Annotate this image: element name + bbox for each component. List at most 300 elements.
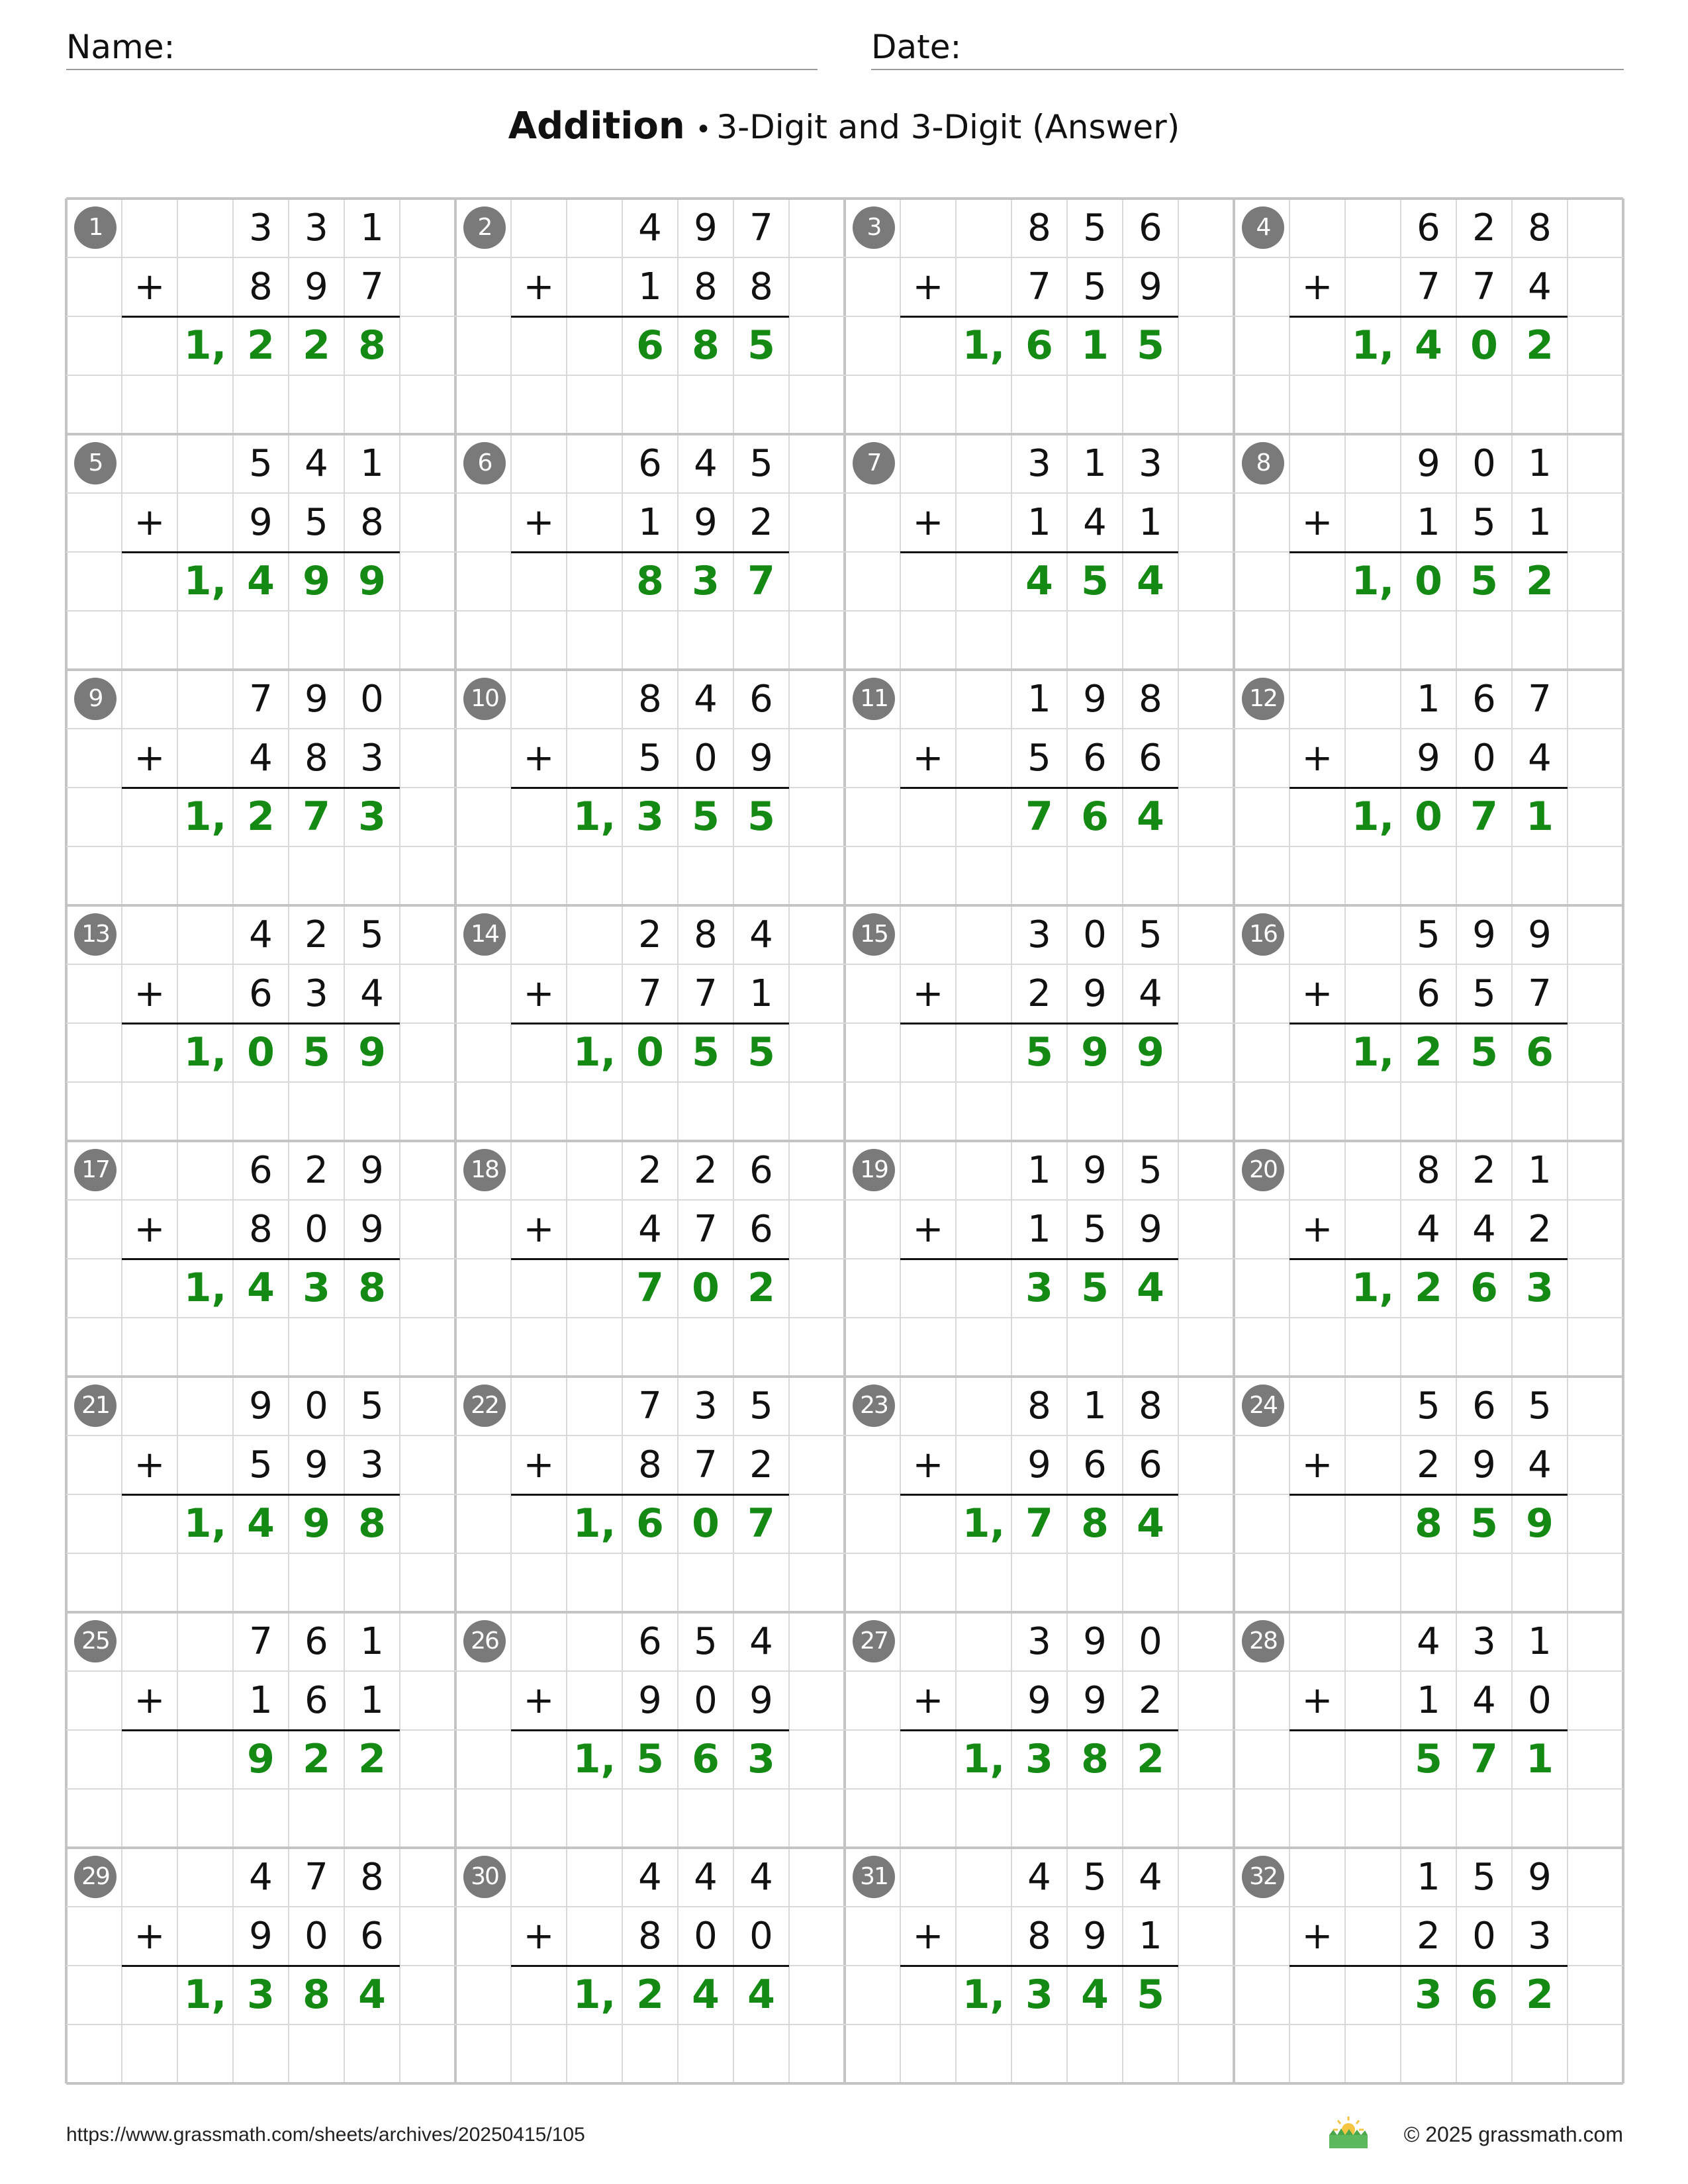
addend-digit: 5 — [1472, 501, 1496, 544]
plus-operator: + — [912, 972, 944, 1015]
plus-operator: + — [134, 501, 165, 544]
addend-digit: 5 — [1139, 1149, 1162, 1192]
addend-digit: 2 — [1528, 1208, 1552, 1251]
problem-number-badge: 5 — [74, 442, 117, 484]
plus-operator: + — [523, 501, 555, 544]
addend-digit: 3 — [360, 1443, 384, 1486]
addend-digit: 4 — [638, 1856, 662, 1899]
answer-digit: 5 — [303, 1029, 330, 1075]
addend-digit: 4 — [694, 442, 718, 485]
addend-digit: 4 — [1083, 501, 1107, 544]
problem-number-badge: 25 — [74, 1620, 117, 1662]
problem-number-badge: 2 — [463, 206, 506, 249]
addend-digit: 1 — [749, 972, 773, 1015]
addend-digit: 8 — [694, 913, 718, 956]
addend-digit: 1 — [1417, 1679, 1440, 1722]
plus-operator: + — [1301, 1208, 1333, 1251]
plus-operator: + — [1301, 1915, 1333, 1958]
answer-digit: 2 — [303, 1736, 330, 1782]
addend-digit: 3 — [305, 972, 328, 1015]
addend-digit: 9 — [360, 1208, 384, 1251]
addend-digit: 9 — [1528, 913, 1552, 956]
addend-digit: 8 — [638, 1443, 662, 1486]
addend-digit: 9 — [1472, 1443, 1496, 1486]
addend-digit: 9 — [1083, 972, 1107, 1015]
addend-digit: 4 — [1472, 1208, 1496, 1251]
problem-number-badge: 9 — [74, 678, 117, 720]
answer-digit: 4 — [247, 1265, 275, 1311]
addend-digit: 9 — [1083, 1620, 1107, 1663]
answer-digit: 4 — [1081, 1972, 1109, 2018]
addend-digit: 9 — [1027, 1679, 1051, 1722]
addend-digit: 1 — [360, 442, 384, 485]
answer-digit: 1, — [183, 322, 227, 369]
addend-digit: 7 — [305, 1856, 328, 1899]
answer-digit: 5 — [1415, 1736, 1442, 1782]
addend-digit: 5 — [305, 501, 328, 544]
plus-operator: + — [134, 1208, 165, 1251]
addend-digit: 9 — [305, 265, 328, 308]
answer-digit: 9 — [358, 558, 386, 604]
addend-digit: 9 — [1528, 1856, 1552, 1899]
addend-digit: 4 — [638, 1208, 662, 1251]
problem-number-badge: 24 — [1242, 1385, 1284, 1427]
addend-digit: 1 — [249, 1679, 273, 1722]
answer-digit: 4 — [1137, 794, 1164, 840]
answer-digit: 9 — [358, 1029, 386, 1075]
addend-digit: 9 — [305, 678, 328, 721]
plus-operator: + — [523, 265, 555, 308]
addend-digit: 4 — [694, 678, 718, 721]
answer-digit: 5 — [747, 794, 775, 840]
answer-digit: 9 — [1081, 1029, 1109, 1075]
addend-digit: 9 — [694, 501, 718, 544]
answer-digit: 2 — [247, 794, 275, 840]
addend-digit: 5 — [1027, 737, 1051, 780]
answer-digit: 1, — [1351, 1029, 1395, 1075]
problem-number-badge: 13 — [74, 913, 117, 956]
addend-digit: 5 — [1472, 1856, 1496, 1899]
answer-digit: 4 — [1137, 1500, 1164, 1547]
answer-digit: 5 — [747, 322, 775, 369]
addend-digit: 6 — [1083, 737, 1107, 780]
addend-digit: 1 — [360, 1620, 384, 1663]
answer-digit: 1, — [183, 1972, 227, 2018]
addend-digit: 5 — [638, 737, 662, 780]
addend-digit: 0 — [1472, 1915, 1496, 1958]
addend-digit: 1 — [1027, 501, 1051, 544]
answer-digit: 5 — [747, 1029, 775, 1075]
addend-digit: 1 — [1139, 1915, 1162, 1958]
addend-digit: 8 — [1027, 1385, 1051, 1428]
problem-number-badge: 21 — [74, 1385, 117, 1427]
answer-digit: 9 — [303, 1500, 330, 1547]
answer-digit: 3 — [1025, 1265, 1053, 1311]
addend-digit: 5 — [1417, 913, 1440, 956]
title-main: Addition — [508, 105, 685, 148]
answer-digit: 1 — [1526, 1736, 1554, 1782]
addend-digit: 6 — [305, 1620, 328, 1663]
addend-digit: 4 — [694, 1856, 718, 1899]
footer-url[interactable]: https://www.grassmath.com/sheets/archives/20250415/105 — [66, 2124, 585, 2146]
addend-digit: 8 — [638, 678, 662, 721]
addend-digit: 9 — [305, 1443, 328, 1486]
problem-number-badge: 27 — [853, 1620, 895, 1662]
answer-digit: 1, — [1351, 322, 1395, 369]
plus-operator: + — [912, 1208, 944, 1251]
date-label: Date: — [871, 28, 962, 66]
addend-digit: 5 — [360, 1385, 384, 1428]
plus-operator: + — [1301, 265, 1333, 308]
answer-digit: 2 — [1415, 1029, 1442, 1075]
addend-digit: 1 — [1027, 1208, 1051, 1251]
answer-digit: 2 — [636, 1972, 664, 2018]
addend-digit: 5 — [1417, 1385, 1440, 1428]
answer-digit: 4 — [1415, 322, 1442, 369]
addend-digit: 5 — [1139, 913, 1162, 956]
problem-number-badge: 12 — [1242, 678, 1284, 720]
addend-digit: 7 — [360, 265, 384, 308]
addend-digit: 6 — [1417, 972, 1440, 1015]
addend-digit: 9 — [249, 1385, 273, 1428]
answer-digit: 3 — [247, 1972, 275, 2018]
addend-digit: 8 — [360, 1856, 384, 1899]
addend-digit: 2 — [1417, 1443, 1440, 1486]
addend-digit: 4 — [360, 972, 384, 1015]
addend-digit: 2 — [638, 913, 662, 956]
addend-digit: 3 — [1027, 1620, 1051, 1663]
addend-digit: 1 — [638, 265, 662, 308]
addend-digit: 9 — [1083, 1679, 1107, 1722]
addend-digit: 7 — [1528, 972, 1552, 1015]
answer-digit: 1, — [183, 1500, 227, 1547]
addend-digit: 0 — [749, 1915, 773, 1958]
plus-operator: + — [1301, 737, 1333, 780]
addend-digit: 2 — [638, 1149, 662, 1192]
addend-digit: 6 — [1472, 1385, 1496, 1428]
addend-digit: 7 — [749, 206, 773, 250]
answer-digit: 1, — [183, 794, 227, 840]
answer-digit: 8 — [636, 558, 664, 604]
addend-digit: 7 — [638, 1385, 662, 1428]
problem-number-badge: 4 — [1242, 206, 1284, 249]
answer-digit: 0 — [1415, 558, 1442, 604]
answer-digit: 1, — [183, 1265, 227, 1311]
plus-operator: + — [1301, 501, 1333, 544]
answer-digit: 6 — [1470, 1972, 1498, 2018]
addend-digit: 9 — [249, 1915, 273, 1958]
answer-digit: 3 — [1025, 1736, 1053, 1782]
addend-digit: 1 — [1528, 501, 1552, 544]
plus-operator: + — [134, 972, 165, 1015]
answer-digit: 8 — [358, 322, 386, 369]
answer-digit: 2 — [247, 322, 275, 369]
problem-number-badge: 15 — [853, 913, 895, 956]
addend-digit: 8 — [249, 265, 273, 308]
addend-digit: 7 — [694, 972, 718, 1015]
answer-digit: 0 — [692, 1500, 720, 1547]
addend-digit: 5 — [1528, 1385, 1552, 1428]
problem-number-badge: 6 — [463, 442, 506, 484]
answer-digit: 1, — [573, 1736, 616, 1782]
addend-digit: 6 — [1139, 206, 1162, 250]
addend-digit: 4 — [749, 913, 773, 956]
addend-digit: 4 — [1528, 265, 1552, 308]
answer-digit: 1, — [183, 1029, 227, 1075]
answer-digit: 5 — [1137, 1972, 1164, 2018]
answer-digit: 4 — [1137, 1265, 1164, 1311]
answer-digit: 3 — [358, 794, 386, 840]
addend-digit: 4 — [249, 737, 273, 780]
addend-digit: 6 — [749, 1149, 773, 1192]
addend-digit: 4 — [749, 1856, 773, 1899]
answer-digit: 8 — [358, 1500, 386, 1547]
answer-digit: 0 — [1415, 794, 1442, 840]
grass-sun-logo-icon — [1325, 2115, 1372, 2150]
answer-digit: 6 — [1470, 1265, 1498, 1311]
answer-digit: 9 — [1526, 1500, 1554, 1547]
addend-digit: 5 — [749, 442, 773, 485]
answer-digit: 3 — [692, 558, 720, 604]
problem-number-badge: 19 — [853, 1149, 895, 1191]
plus-operator: + — [134, 265, 165, 308]
addend-digit: 5 — [360, 913, 384, 956]
addend-digit: 4 — [1139, 972, 1162, 1015]
plus-operator: + — [1301, 1443, 1333, 1486]
addend-digit: 3 — [1027, 913, 1051, 956]
answer-digit: 7 — [747, 558, 775, 604]
addend-digit: 3 — [1027, 442, 1051, 485]
plus-operator: + — [134, 1915, 165, 1958]
addend-digit: 7 — [1417, 265, 1440, 308]
answer-digit: 3 — [1526, 1265, 1554, 1311]
answer-digit: 1 — [1081, 322, 1109, 369]
answer-digit: 1, — [1351, 1265, 1395, 1311]
addend-digit: 6 — [305, 1679, 328, 1722]
answer-digit: 1, — [962, 1736, 1006, 1782]
answer-digit: 7 — [1025, 794, 1053, 840]
problem-number-badge: 30 — [463, 1856, 506, 1898]
addend-digit: 0 — [694, 737, 718, 780]
addend-digit: 5 — [1083, 1208, 1107, 1251]
addend-digit: 4 — [749, 1620, 773, 1663]
addend-digit: 7 — [1472, 265, 1496, 308]
problem-number-badge: 10 — [463, 678, 506, 720]
answer-digit: 8 — [1081, 1500, 1109, 1547]
plus-operator: + — [134, 1679, 165, 1722]
addend-digit: 0 — [1528, 1679, 1552, 1722]
addend-digit: 8 — [1417, 1149, 1440, 1192]
plus-operator: + — [912, 737, 944, 780]
plus-operator: + — [1301, 1679, 1333, 1722]
addend-digit: 5 — [1083, 1856, 1107, 1899]
answer-digit: 1, — [573, 1500, 616, 1547]
addend-digit: 2 — [1417, 1915, 1440, 1958]
plus-operator: + — [912, 1915, 944, 1958]
answer-digit: 5 — [692, 794, 720, 840]
answer-digit: 2 — [1526, 322, 1554, 369]
plus-operator: + — [912, 501, 944, 544]
answer-digit: 5 — [1081, 1265, 1109, 1311]
answer-digit: 5 — [1470, 558, 1498, 604]
addend-digit: 9 — [1139, 265, 1162, 308]
answer-digit: 3 — [303, 1265, 330, 1311]
addend-digit: 4 — [1139, 1856, 1162, 1899]
answer-digit: 3 — [1025, 1972, 1053, 2018]
answer-digit: 5 — [1081, 558, 1109, 604]
problem-number-badge: 31 — [853, 1856, 895, 1898]
addend-digit: 6 — [1139, 1443, 1162, 1486]
addend-digit: 9 — [749, 1679, 773, 1722]
addend-digit: 4 — [1528, 737, 1552, 780]
addend-digit: 6 — [749, 678, 773, 721]
answer-digit: 1, — [962, 1972, 1006, 2018]
answer-digit: 1, — [962, 322, 1006, 369]
answer-digit: 2 — [1415, 1265, 1442, 1311]
addend-digit: 1 — [1027, 1149, 1051, 1192]
addend-digit: 8 — [249, 1208, 273, 1251]
problem-number-badge: 11 — [853, 678, 895, 720]
addend-digit: 7 — [1528, 678, 1552, 721]
addend-digit: 2 — [1027, 972, 1051, 1015]
addend-digit: 5 — [694, 1620, 718, 1663]
addend-digit: 6 — [1417, 206, 1440, 250]
problem-number-badge: 14 — [463, 913, 506, 956]
addend-digit: 9 — [749, 737, 773, 780]
addend-digit: 7 — [249, 1620, 273, 1663]
answer-digit: 2 — [747, 1265, 775, 1311]
addend-digit: 1 — [1417, 501, 1440, 544]
addend-digit: 8 — [638, 1915, 662, 1958]
answer-digit: 6 — [1526, 1029, 1554, 1075]
addend-digit: 8 — [1139, 678, 1162, 721]
addend-digit: 3 — [360, 737, 384, 780]
problem-number-badge: 20 — [1242, 1149, 1284, 1191]
addend-digit: 8 — [1528, 206, 1552, 250]
answer-digit: 0 — [1470, 322, 1498, 369]
answer-digit: 1, — [573, 794, 616, 840]
addend-digit: 0 — [305, 1915, 328, 1958]
addend-digit: 5 — [1083, 206, 1107, 250]
addend-digit: 8 — [1139, 1385, 1162, 1428]
problem-number-badge: 22 — [463, 1385, 506, 1427]
answer-digit: 7 — [747, 1500, 775, 1547]
answer-digit: 2 — [1526, 1972, 1554, 2018]
addend-digit: 2 — [305, 913, 328, 956]
addend-digit: 0 — [1083, 913, 1107, 956]
addend-digit: 0 — [694, 1679, 718, 1722]
answer-digit: 1 — [1526, 794, 1554, 840]
addend-digit: 6 — [1083, 1443, 1107, 1486]
answer-digit: 6 — [1081, 794, 1109, 840]
problem-number-badge: 32 — [1242, 1856, 1284, 1898]
problem-number-badge: 8 — [1242, 442, 1284, 484]
answer-digit: 6 — [636, 322, 664, 369]
problem-number-badge: 28 — [1242, 1620, 1284, 1662]
addend-digit: 3 — [249, 206, 273, 250]
addend-digit: 9 — [1083, 678, 1107, 721]
answer-digit: 7 — [303, 794, 330, 840]
answer-digit: 3 — [1415, 1972, 1442, 2018]
addend-digit: 5 — [249, 1443, 273, 1486]
addend-digit: 6 — [1139, 737, 1162, 780]
addend-digit: 7 — [694, 1443, 718, 1486]
problem-number-badge: 1 — [74, 206, 117, 249]
addend-digit: 8 — [1027, 206, 1051, 250]
problem-number-badge: 3 — [853, 206, 895, 249]
answer-digit: 7 — [636, 1265, 664, 1311]
plus-operator: + — [912, 1679, 944, 1722]
answer-digit: 9 — [247, 1736, 275, 1782]
addend-digit: 1 — [1528, 1149, 1552, 1192]
answer-digit: 5 — [1470, 1029, 1498, 1075]
addend-digit: 3 — [1528, 1915, 1552, 1958]
answer-digit: 2 — [1526, 558, 1554, 604]
addend-digit: 0 — [360, 678, 384, 721]
plus-operator: + — [1301, 972, 1333, 1015]
answer-digit: 4 — [358, 1972, 386, 2018]
answer-digit: 4 — [747, 1972, 775, 2018]
answer-digit: 8 — [692, 322, 720, 369]
addend-digit: 8 — [360, 501, 384, 544]
addend-digit: 1 — [1417, 1856, 1440, 1899]
addend-digit: 6 — [360, 1915, 384, 1958]
answer-digit: 2 — [1137, 1736, 1164, 1782]
addend-digit: 7 — [1027, 265, 1051, 308]
addend-digit: 4 — [249, 913, 273, 956]
title-separator: • — [695, 114, 712, 145]
addend-digit: 5 — [1083, 265, 1107, 308]
answer-digit: 4 — [1137, 558, 1164, 604]
addend-digit: 2 — [749, 501, 773, 544]
addend-digit: 7 — [694, 1208, 718, 1251]
addend-digit: 2 — [305, 1149, 328, 1192]
addend-digit: 3 — [1472, 1620, 1496, 1663]
addend-digit: 5 — [1472, 972, 1496, 1015]
addend-digit: 6 — [249, 972, 273, 1015]
answer-digit: 6 — [1025, 322, 1053, 369]
answer-digit: 4 — [247, 1500, 275, 1547]
problem-number-badge: 29 — [74, 1856, 117, 1898]
answer-digit: 6 — [636, 1500, 664, 1547]
answer-digit: 7 — [1470, 794, 1498, 840]
addend-digit: 9 — [1083, 1915, 1107, 1958]
addend-digit: 9 — [249, 501, 273, 544]
plus-operator: + — [523, 1915, 555, 1958]
title-subtitle: 3-Digit and 3-Digit (Answer) — [716, 108, 1180, 146]
plus-operator: + — [523, 972, 555, 1015]
answer-digit: 3 — [636, 794, 664, 840]
addend-digit: 2 — [1472, 206, 1496, 250]
addend-digit: 2 — [1472, 1149, 1496, 1192]
addend-digit: 0 — [1472, 737, 1496, 780]
answer-digit: 1, — [1351, 558, 1395, 604]
answer-digit: 1, — [573, 1972, 616, 2018]
plus-operator: + — [523, 737, 555, 780]
answer-digit: 8 — [1415, 1500, 1442, 1547]
addend-digit: 2 — [749, 1443, 773, 1486]
problem-number-badge: 16 — [1242, 913, 1284, 956]
answer-digit: 4 — [1025, 558, 1053, 604]
addend-digit: 8 — [1027, 1915, 1051, 1958]
addend-digit: 6 — [638, 442, 662, 485]
answer-digit: 0 — [692, 1265, 720, 1311]
addend-digit: 7 — [638, 972, 662, 1015]
answer-digit: 2 — [303, 322, 330, 369]
addend-digit: 3 — [305, 206, 328, 250]
addend-digit: 8 — [694, 265, 718, 308]
plus-operator: + — [912, 1443, 944, 1486]
